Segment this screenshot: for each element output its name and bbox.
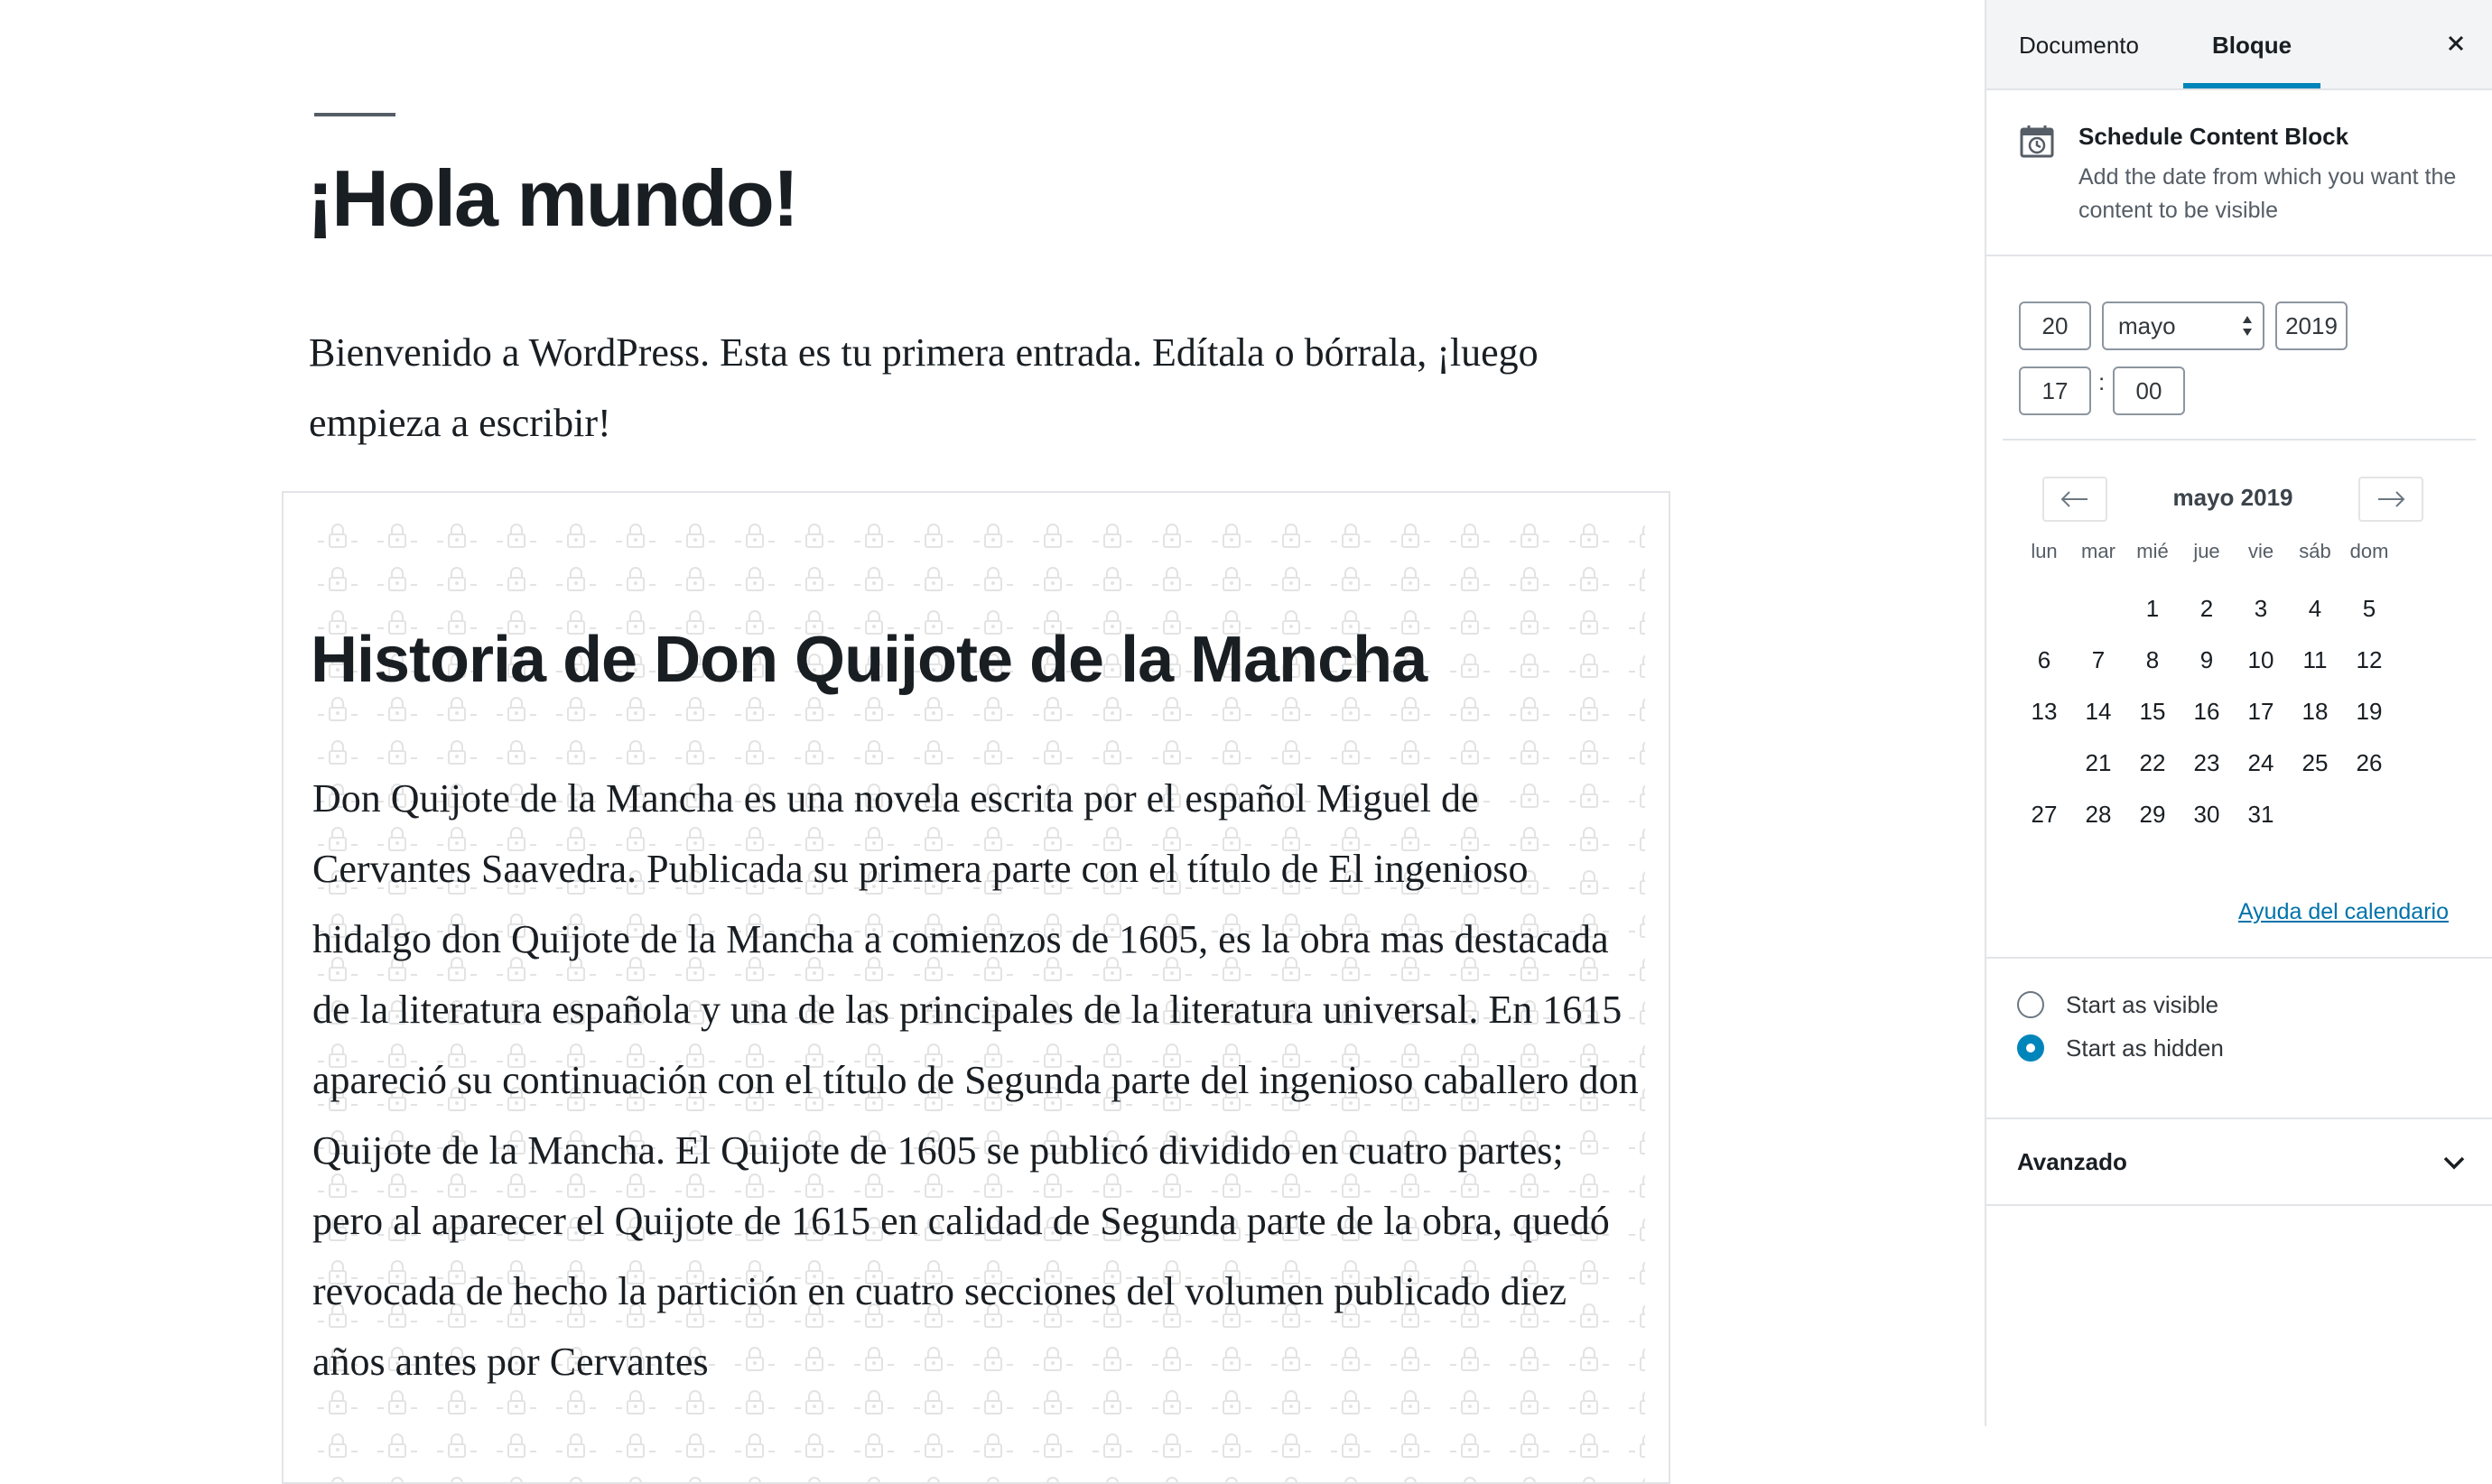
calendar-day[interactable] <box>2234 738 2288 787</box>
tab-documento[interactable]: Documento <box>2019 32 2139 59</box>
calendar-day[interactable] <box>2288 687 2342 736</box>
calendar-month-label: mayo 2019 <box>2172 484 2293 511</box>
calendar-day-number: 25 <box>2301 749 2329 776</box>
next-month-button[interactable] <box>2358 477 2423 522</box>
calendar-day-number: 5 <box>2362 595 2376 622</box>
calendar-day-number: 23 <box>2193 749 2220 776</box>
calendar-day[interactable] <box>2125 635 2180 684</box>
calendar-clock-icon <box>2019 123 2055 159</box>
calendar-day[interactable] <box>2342 635 2396 684</box>
calendar-day-number: 30 <box>2193 801 2220 828</box>
calendar-day-number: 16 <box>2193 698 2220 725</box>
calendar-weekday: mié <box>2136 540 2169 562</box>
calendar-day[interactable] <box>2288 738 2342 787</box>
calendar-day[interactable] <box>2234 790 2288 839</box>
calendar-day[interactable] <box>2234 635 2288 684</box>
radio-button[interactable] <box>2017 991 2044 1018</box>
previous-month-button[interactable] <box>2042 477 2107 522</box>
calendar-day-number: 2 <box>2199 595 2214 622</box>
calendar-day[interactable] <box>2342 687 2396 736</box>
calendar-day[interactable] <box>2180 635 2234 684</box>
calendar-day[interactable] <box>2071 635 2125 684</box>
calendar-day[interactable] <box>2017 790 2071 839</box>
calendar-weekday: vie <box>2247 540 2274 562</box>
settings-sidebar <box>1985 0 2492 1426</box>
calendar-day[interactable] <box>2342 584 2396 633</box>
chevron-down-icon <box>2438 1146 2470 1179</box>
year-input[interactable]: 2019 <box>2275 301 2348 350</box>
calendar-day-number: 29 <box>2139 801 2166 828</box>
calendar-day[interactable] <box>2180 790 2234 839</box>
day-input[interactable]: 20 <box>2019 301 2091 350</box>
calendar-day[interactable] <box>2071 738 2125 787</box>
calendar-day-number: 19 <box>2356 698 2383 725</box>
radio-label: Start as hidden <box>2066 1034 2224 1062</box>
sidebar-tabs <box>1986 0 2492 90</box>
calendar-weekday: mar <box>2081 540 2115 562</box>
calendar-day-number: 11 <box>2302 646 2328 673</box>
calendar-day[interactable] <box>2071 790 2125 839</box>
radio-label: Start as visible <box>2066 991 2219 1018</box>
hour-input[interactable]: 17 <box>2019 366 2091 415</box>
calendar-day-number: 27 <box>2031 801 2058 828</box>
radio-button-checked[interactable] <box>2017 1034 2044 1062</box>
intro-paragraph[interactable]: Bienvenido a WordPress. Esta es tu primera entrada. Edítala o bórrala, ¡luego empieza a escribir! <box>309 330 1539 445</box>
calendar-weekday: sáb <box>2299 540 2331 562</box>
advanced-panel-toggle[interactable] <box>1986 1119 2492 1204</box>
time-separator: : <box>2098 368 2106 395</box>
calendar-day[interactable] <box>2180 687 2234 736</box>
calendar-day-number: 15 <box>2139 698 2166 725</box>
tab-bloque[interactable]: Bloque <box>2183 0 2320 88</box>
calendar-day-number: 24 <box>2247 749 2274 776</box>
calendar-day-number: 1 <box>2145 595 2160 622</box>
calendar-day-number: 14 <box>2085 698 2112 725</box>
calendar-day-number: 13 <box>2031 698 2058 725</box>
calendar-weekday: dom <box>2349 540 2389 562</box>
calendar-day-number: 6 <box>2037 646 2051 673</box>
calendar-day[interactable] <box>2017 635 2071 684</box>
advanced-label: Avanzado <box>2017 1148 2127 1175</box>
calendar-day-number: 20 <box>2031 749 2058 776</box>
month-select[interactable] <box>2102 301 2264 350</box>
calendar-day-number: 22 <box>2139 749 2166 776</box>
calendar-day-number: 12 <box>2356 646 2383 673</box>
calendar-day-number: 4 <box>2308 595 2322 622</box>
calendar-day[interactable] <box>2180 738 2234 787</box>
calendar-help-link[interactable]: Ayuda del calendario <box>2237 899 2449 924</box>
calendar-day[interactable] <box>2125 584 2180 633</box>
calendar-day-number: 28 <box>2085 801 2112 828</box>
calendar-day-number: 9 <box>2199 646 2214 673</box>
calendar-day[interactable] <box>2017 687 2071 736</box>
arrow-right-icon <box>2360 478 2422 520</box>
block-card-title: Schedule Content Block <box>2078 123 2349 150</box>
arrow-left-icon <box>2044 478 2106 520</box>
calendar-day-number: 18 <box>2301 698 2329 725</box>
calendar-day-selected[interactable] <box>2017 738 2071 787</box>
calendar-day[interactable] <box>2288 584 2342 633</box>
calendar-day-number: 10 <box>2247 646 2274 673</box>
calendar-day[interactable] <box>2125 687 2180 736</box>
block-card-description: Add the date from which you want the content to be visible <box>2078 164 2457 223</box>
block-card <box>1986 88 2492 256</box>
scheduled-content-block[interactable] <box>282 491 1670 1484</box>
title-separator <box>314 113 395 116</box>
calendar-day[interactable] <box>2234 687 2288 736</box>
calendar-day[interactable] <box>2125 790 2180 839</box>
block-heading[interactable]: Historia de Don Quijote de la Mancha <box>311 624 1427 696</box>
minute-input[interactable]: 00 <box>2113 366 2185 415</box>
calendar-day[interactable] <box>2125 738 2180 787</box>
block-paragraph[interactable]: Don Quijote de la Mancha es una novela escrita por el español Miguel de Cervantes Saavedra. Publicada su primera parte con el título de El ingenioso hidalgo don Quijote de la Mancha a comienzos de 1605, es la obra mas destacada de la literatura española y una de las principales de la literatura universal. En 1615 apareció su continuación con el título de Segunda parte del ingenioso caballero don Quijote de la Mancha. El Quijote de 1605 se publicó dividido en cuatro partes; pero al aparecer el Quijote de 1615 en calidad de Segunda parte de la obra, quedó revocada de hecho la partición en cuatro secciones del volumen publicado diez años antes por Cervantes <box>312 776 1639 1384</box>
calendar-day-number: 17 <box>2247 698 2274 725</box>
divider <box>1986 957 2492 959</box>
calendar-weekday: jue <box>2193 540 2220 562</box>
calendar-weekday: lun <box>2031 540 2058 562</box>
calendar-day[interactable] <box>2071 687 2125 736</box>
calendar-day[interactable] <box>2342 738 2396 787</box>
select-arrows-icon <box>2241 312 2254 339</box>
calendar-day[interactable] <box>2288 635 2342 684</box>
calendar-day-number: 31 <box>2247 801 2274 828</box>
post-title[interactable]: ¡Hola mundo! <box>307 153 798 243</box>
month-select-value: mayo <box>2118 312 2176 339</box>
calendar-day[interactable] <box>2234 584 2288 633</box>
close-icon[interactable] <box>2438 25 2474 61</box>
calendar-day-number: 21 <box>2085 749 2112 776</box>
divider <box>2003 439 2476 441</box>
calendar-day-number: 8 <box>2145 646 2160 673</box>
calendar-day[interactable] <box>2180 584 2234 633</box>
calendar-day-number: 26 <box>2356 749 2383 776</box>
divider <box>1986 1204 2492 1206</box>
calendar-day-number: 3 <box>2254 595 2268 622</box>
calendar-day-number: 7 <box>2091 646 2106 673</box>
